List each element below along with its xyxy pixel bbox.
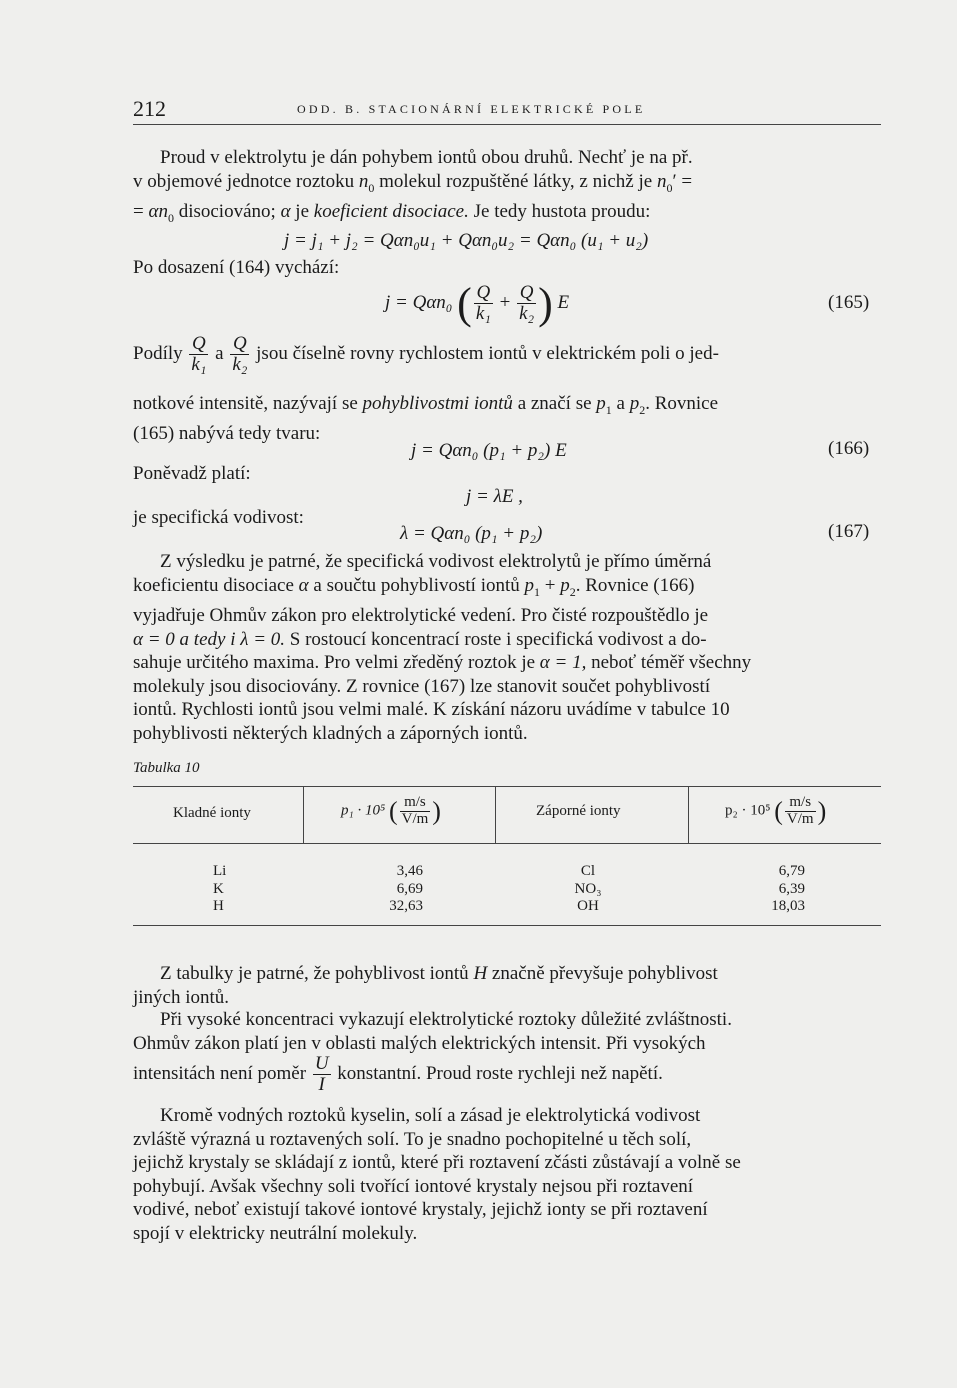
text-substitution: Po dosazení (164) vychází: — [133, 257, 340, 278]
ion-h: H — [473, 963, 488, 984]
col-header-p2: p₂ · 10⁵ ( $\frac{m/s}{V/m}$ ) — [725, 794, 827, 827]
frac-num: Q — [189, 334, 208, 355]
frac-den: k₁ — [191, 353, 207, 375]
term-mobility: pohyblivostmi iontů — [362, 393, 513, 414]
eq-lhs: j = Qαn₀ — [385, 291, 453, 313]
unit-den: V/m — [786, 810, 814, 827]
equation-number-167: (167) — [828, 521, 870, 542]
text-fragment: Podíly — [133, 342, 183, 364]
p2-value-column — [753, 863, 805, 916]
text-line: Proud v elektrolytu je dán pohybem iontů obou druhů. Nechť je na př. — [160, 147, 693, 168]
plus-sign: + — [499, 291, 511, 313]
text-line: Je tedy hustota proudu: — [473, 200, 651, 222]
text-line: iontů. Rychlosti iontů jsou velmi malé. K získání názoru uvádíme v tabulce 10 — [133, 699, 730, 721]
table-cell: 3,46 — [396, 863, 423, 879]
positive-ion-column — [213, 863, 253, 916]
table-cell: K — [213, 880, 224, 897]
table-cell: 6,39 — [778, 880, 805, 897]
text-fragment: Rovnice (166) — [585, 574, 695, 596]
text-line: je — [295, 200, 310, 222]
text-fragment: a — [215, 342, 224, 364]
frac-den: I — [318, 1073, 325, 1095]
text-line: Kromě vodných roztoků kyselin, solí a zásad je elektrolytická vodivost — [160, 1105, 701, 1126]
equation-166: j = Qαn₀ (p₁ + p₂) E — [411, 440, 567, 461]
table-caption: Tabulka 10 — [133, 760, 200, 776]
text-fragment: jsou číselně rovny rychlostem iontů v elektrickém poli o jed- — [256, 342, 719, 364]
equation-165: j = Qαn₀ ( $\frac{Q}{\text{k₁}}$ + $\frac{Q}{\text{k₂}}$ ) E — [385, 279, 570, 328]
text-fragment: Z tabulky je patrné, že pohyblivost iontů — [160, 963, 469, 984]
mobility-table — [133, 786, 881, 926]
table-cell: NO₃ — [574, 880, 602, 897]
paragraph-result: Z výsledku je patrné, že specifická vodivost elektrolytů je přímo úměrná koeficientu disociace α a součtu pohyblivostí iontů $p_1 + p_2$. Rovnice (166) vyjadřuje Ohmův zákon pro elektrolytické vedení. Pro čisté rozpouštědlo je α = 0 a tedy i λ = 0. S rostoucí koncentrací roste i specifická vodivost a do- sahuje určitého maxima. Pro velmi zředěný roztok je α = 1, neboť téměř všechny molekuly jsou disociovány. Z rovnice (167) lze stanovit součet pohyblivostí iontů. Rychlosti iontů jsou velmi malé. K získání názoru uvádíme v tabulce 10 pohyblivosti některých kladných a záporných iontů. — [133, 551, 752, 744]
frac-den: k₁ — [475, 303, 491, 324]
text-line: pohybují. Avšak všechny soli tvořící iontové krystaly nejsou při roztavení — [133, 1175, 694, 1197]
equation-number-165: (165) — [828, 292, 870, 313]
text-fragment: S rostoucí koncentrací roste i specifická vodivost a do- — [289, 628, 707, 650]
equation-current-density: j = j₁ + j₂ = Qαn₀u₁ + Qαn₀u₂ = Qαn₀ (u₁ + u₂) — [284, 230, 649, 251]
frac-den: k₂ — [232, 353, 248, 375]
text-line: v objemové jednotce roztoku — [133, 170, 355, 192]
text-line: pohyblivosti některých kladných a záporných iontů. — [133, 722, 528, 744]
paragraph-molten-salts — [133, 1104, 881, 1246]
text-fragment: a značí se — [517, 393, 592, 414]
table-cell: 6,79 — [778, 863, 805, 879]
text-line: vyjadřuje Ohmův zákon pro elektrolytické vedení. Pro čisté rozpouštědlo je — [133, 604, 709, 626]
text-line: vodivé, neboť existují takové iontové krystaly, jejichž ionty se při roztavení — [133, 1199, 708, 1221]
table-cell: Li — [213, 863, 227, 879]
table-cell: 32,63 — [389, 898, 423, 914]
page-header — [133, 96, 881, 125]
table-cell: 6,69 — [396, 880, 423, 897]
text-since: Poněvadž platí: — [133, 463, 251, 484]
text-fragment: α = 1, — [539, 652, 587, 674]
eq-tail: E — [557, 291, 570, 313]
table-cell: OH — [577, 898, 599, 914]
text-fragment: notkové intensitě, nazývají se — [133, 393, 358, 414]
text-line: molekul rozpuštěné látky, z nichž je — [379, 170, 653, 192]
term-disociation: koeficient disociace. — [313, 200, 469, 222]
unit-den: V/m — [401, 810, 429, 827]
paragraph-table-note — [133, 962, 881, 1009]
p1-value-column — [373, 863, 423, 916]
table-cell: 18,03 — [771, 898, 805, 914]
frac-num: U — [314, 1053, 329, 1074]
text-line: Při vysoké koncentraci vykazují elektrolytické roztoky důležité zvláštnosti. — [160, 1009, 732, 1030]
text-fragment: Rovnice — [654, 393, 719, 414]
p2-label: p₂ · 10⁵ — [725, 802, 771, 819]
table-col-divider — [303, 787, 304, 843]
table-cell: H — [213, 898, 224, 914]
text-line: disociováno; — [178, 200, 276, 222]
paragraph-mobility: notkové intensitě, nazývají se pohyblivostmi iontů a značí se $p_1$ a $p_2$. Rovnice (165) nabývá tedy tvaru: — [133, 393, 719, 445]
frac-num: Q — [517, 283, 536, 304]
frac-den: k₂ — [519, 303, 535, 324]
negative-ion-column — [558, 863, 618, 916]
text-line: spojí v elektricky neutrální molekuly. — [133, 1222, 418, 1244]
text-line: molekuly jsou disociovány. Z rovnice (167) lze stanovit součet pohyblivostí — [133, 675, 711, 697]
text-line: jiných iontů. — [133, 986, 230, 1008]
unit-num: m/s — [400, 795, 431, 812]
frac-num: Q — [230, 334, 249, 355]
text-fragment: intensitách není poměr — [133, 1062, 307, 1084]
col-header-negative: Záporné ionty — [536, 803, 621, 819]
text-fragment: neboť téměř všechny — [591, 652, 752, 674]
text-fragment: značně převyšuje pohyblivost — [491, 963, 718, 984]
text-line: zvláště výrazná u roztavených solí. To je snadno pochopitelné u těch solí, — [133, 1128, 692, 1150]
page-number: 212 — [133, 96, 166, 121]
text-fragment: (165) nabývá tedy tvaru: — [133, 423, 321, 445]
equation-ohm: j = λE , — [466, 486, 523, 507]
text-line: Ohmův zákon platí jen v oblasti malých elektrických intensit. Při vysokých — [133, 1032, 706, 1054]
text-line: Z výsledku je patrné, že specifická vodivost elektrolytů je přímo úměrná — [160, 551, 712, 572]
text-ratio-line — [133, 1054, 663, 1095]
text-fragment: koeficientu disociace — [133, 574, 294, 596]
col-header-positive: Kladné ionty — [173, 805, 251, 821]
text-line: jejichž krystaly se skládají z iontů, které při roztavení zčásti zůstávají a volně se — [133, 1152, 741, 1174]
p1-label: p₁ · 10⁵ — [341, 802, 386, 819]
text-fragment: α = 0 a tedy i λ = 0. — [133, 628, 286, 650]
equation-number-166: (166) — [828, 438, 870, 459]
paragraph-high-concentration — [133, 1008, 881, 1055]
running-title: ODD. B. STACIONÁRNÍ ELEKTRICKÉ POLE — [297, 102, 646, 116]
equation-167: λ = Qαn₀ (p₁ + p₂) — [400, 523, 543, 544]
table-header-rule — [133, 843, 881, 844]
table-col-divider — [495, 787, 496, 843]
unit-num: m/s — [785, 795, 816, 812]
text-fragment: a součtu pohyblivostí iontů — [313, 574, 520, 596]
table-cell: Cl — [580, 863, 596, 879]
text-specific-conductivity: je specifická vodivost: — [133, 507, 304, 528]
text-fragment: konstantní. Proud roste rychleji než napětí. — [337, 1062, 663, 1084]
col-header-p1: p₁ · 10⁵ ( $\frac{m/s}{V/m}$ ) — [341, 794, 441, 827]
paragraph-intro: Proud v elektrolytu je dán pohybem iontů obou druhů. Nechť je na př. v objemové jednotce roztoku $n_0$ molekul rozpuštěné látky, z nichž je $n_0'$ = = $\alpha n_0$ disociováno; α je koeficient disociace. Je tedy hustota proudu: — [133, 147, 693, 225]
text-fragment: sahuje určitého maxima. Pro velmi zředěný roztok je — [133, 652, 536, 674]
frac-num: Q — [474, 283, 493, 304]
text-podily-line — [133, 334, 719, 375]
table-col-divider — [688, 787, 689, 843]
